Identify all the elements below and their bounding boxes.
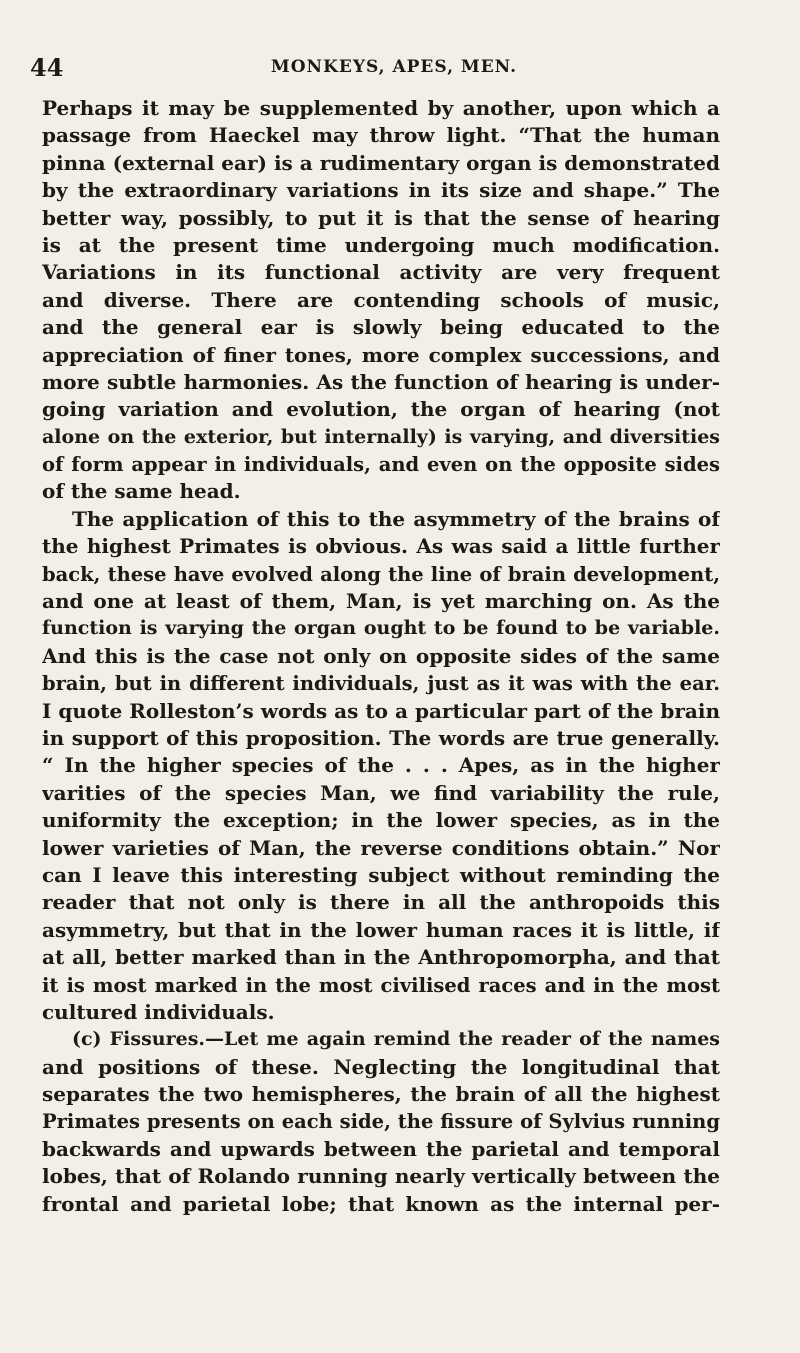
text-line: varities of the species Man, we find variability the rule, xyxy=(42,780,720,805)
text-line: at all, better marked than in the Anthropomorpha, and that xyxy=(42,945,720,970)
text-line: The application of this to the asymmetry of the brains of xyxy=(72,506,720,531)
text-line: Perhaps it may be supplemented by another, upon which a xyxy=(42,96,720,120)
text-line: (c) Fissures.—Let me again remind the reader of the names xyxy=(72,1028,720,1051)
text-line: and diverse. There are contending schools of music, xyxy=(42,287,720,312)
text-line: better way, possibly, to put it is that the sense of hearing xyxy=(42,205,720,230)
text-line: more subtle harmonies. As the function of hearing is under- xyxy=(42,369,720,394)
text-line: separates the two hemispheres, the brain of all the highest xyxy=(42,1082,720,1107)
text-line: lobes, that of Rolando running nearly vertically between the xyxy=(42,1164,720,1189)
page-number: 44 xyxy=(30,53,64,82)
text-line: I quote Rolleston’s words as to a particular part of the brain xyxy=(42,698,720,723)
text-line: of the same head. xyxy=(42,479,241,504)
text-line: the highest Primates is obvious. As was said a little further xyxy=(42,534,720,559)
text-line: uniformity the exception; in the lower species, as in the xyxy=(42,808,720,833)
text-line: reader that not only is there in all the anthropoids this xyxy=(42,890,720,915)
text-line: appreciation of finer tones, more complex successions, and xyxy=(42,342,720,367)
text-line: back, these have evolved along the line of brain development, xyxy=(42,562,720,586)
text-line: Primates presents on each side, the fissure of Sylvius running xyxy=(42,1110,720,1134)
text-line: it is most marked in the most civilised races and in the most xyxy=(42,973,720,997)
text-line: backwards and upwards between the parietal and temporal xyxy=(42,1136,720,1161)
text-line: alone on the exterior, but internally) is varying, and diversities xyxy=(42,425,720,448)
text-line: by the extraordinary variations in its size and shape.” The xyxy=(42,178,720,203)
text-line: is at the present time undergoing much modification. xyxy=(42,232,720,257)
text-line: function is varying the organ ought to be found to be variable. xyxy=(42,617,720,640)
text-line: cultured individuals. xyxy=(42,999,275,1024)
text-line: And this is the case not only on opposite sides of the same xyxy=(42,643,720,668)
text-line: passage from Haeckel may throw light. “That the human xyxy=(42,123,720,148)
text-line: and positions of these. Neglecting the longitudinal that xyxy=(42,1054,720,1079)
text-line: going variation and evolution, the organ of hearing (not xyxy=(42,397,720,422)
text-line: can I leave this interesting subject without reminding the xyxy=(42,862,720,887)
text-line: frontal and parietal lobe; that known as the internal per- xyxy=(42,1191,720,1216)
body-text xyxy=(42,95,720,1218)
text-line: and the general ear is slowly being educated to the xyxy=(42,315,720,340)
text-line: brain, but in different individuals, just as it was with the ear. xyxy=(42,672,720,696)
text-line: in support of this proposition. The words are true generally. xyxy=(42,725,720,750)
text-line: pinna (external ear) is a rudimentary organ is demonstrated xyxy=(42,150,720,175)
text-line: asymmetry, but that in the lower human races it is little, if xyxy=(42,917,720,942)
text-line: of form appear in individuals, and even on the opposite sides xyxy=(42,453,720,477)
text-line: Variations in its functional activity are very frequent xyxy=(42,260,720,285)
running-title: MONKEYS, APES, MEN. xyxy=(270,57,518,77)
text-line: and one at least of them, Man, is yet marching on. As the xyxy=(42,589,720,614)
text-line: lower varieties of Man, the reverse conditions obtain.” Nor xyxy=(42,835,720,860)
text-line: “ In the higher species of the . . . Apes, as in the higher xyxy=(42,753,720,778)
page-header xyxy=(30,53,738,83)
